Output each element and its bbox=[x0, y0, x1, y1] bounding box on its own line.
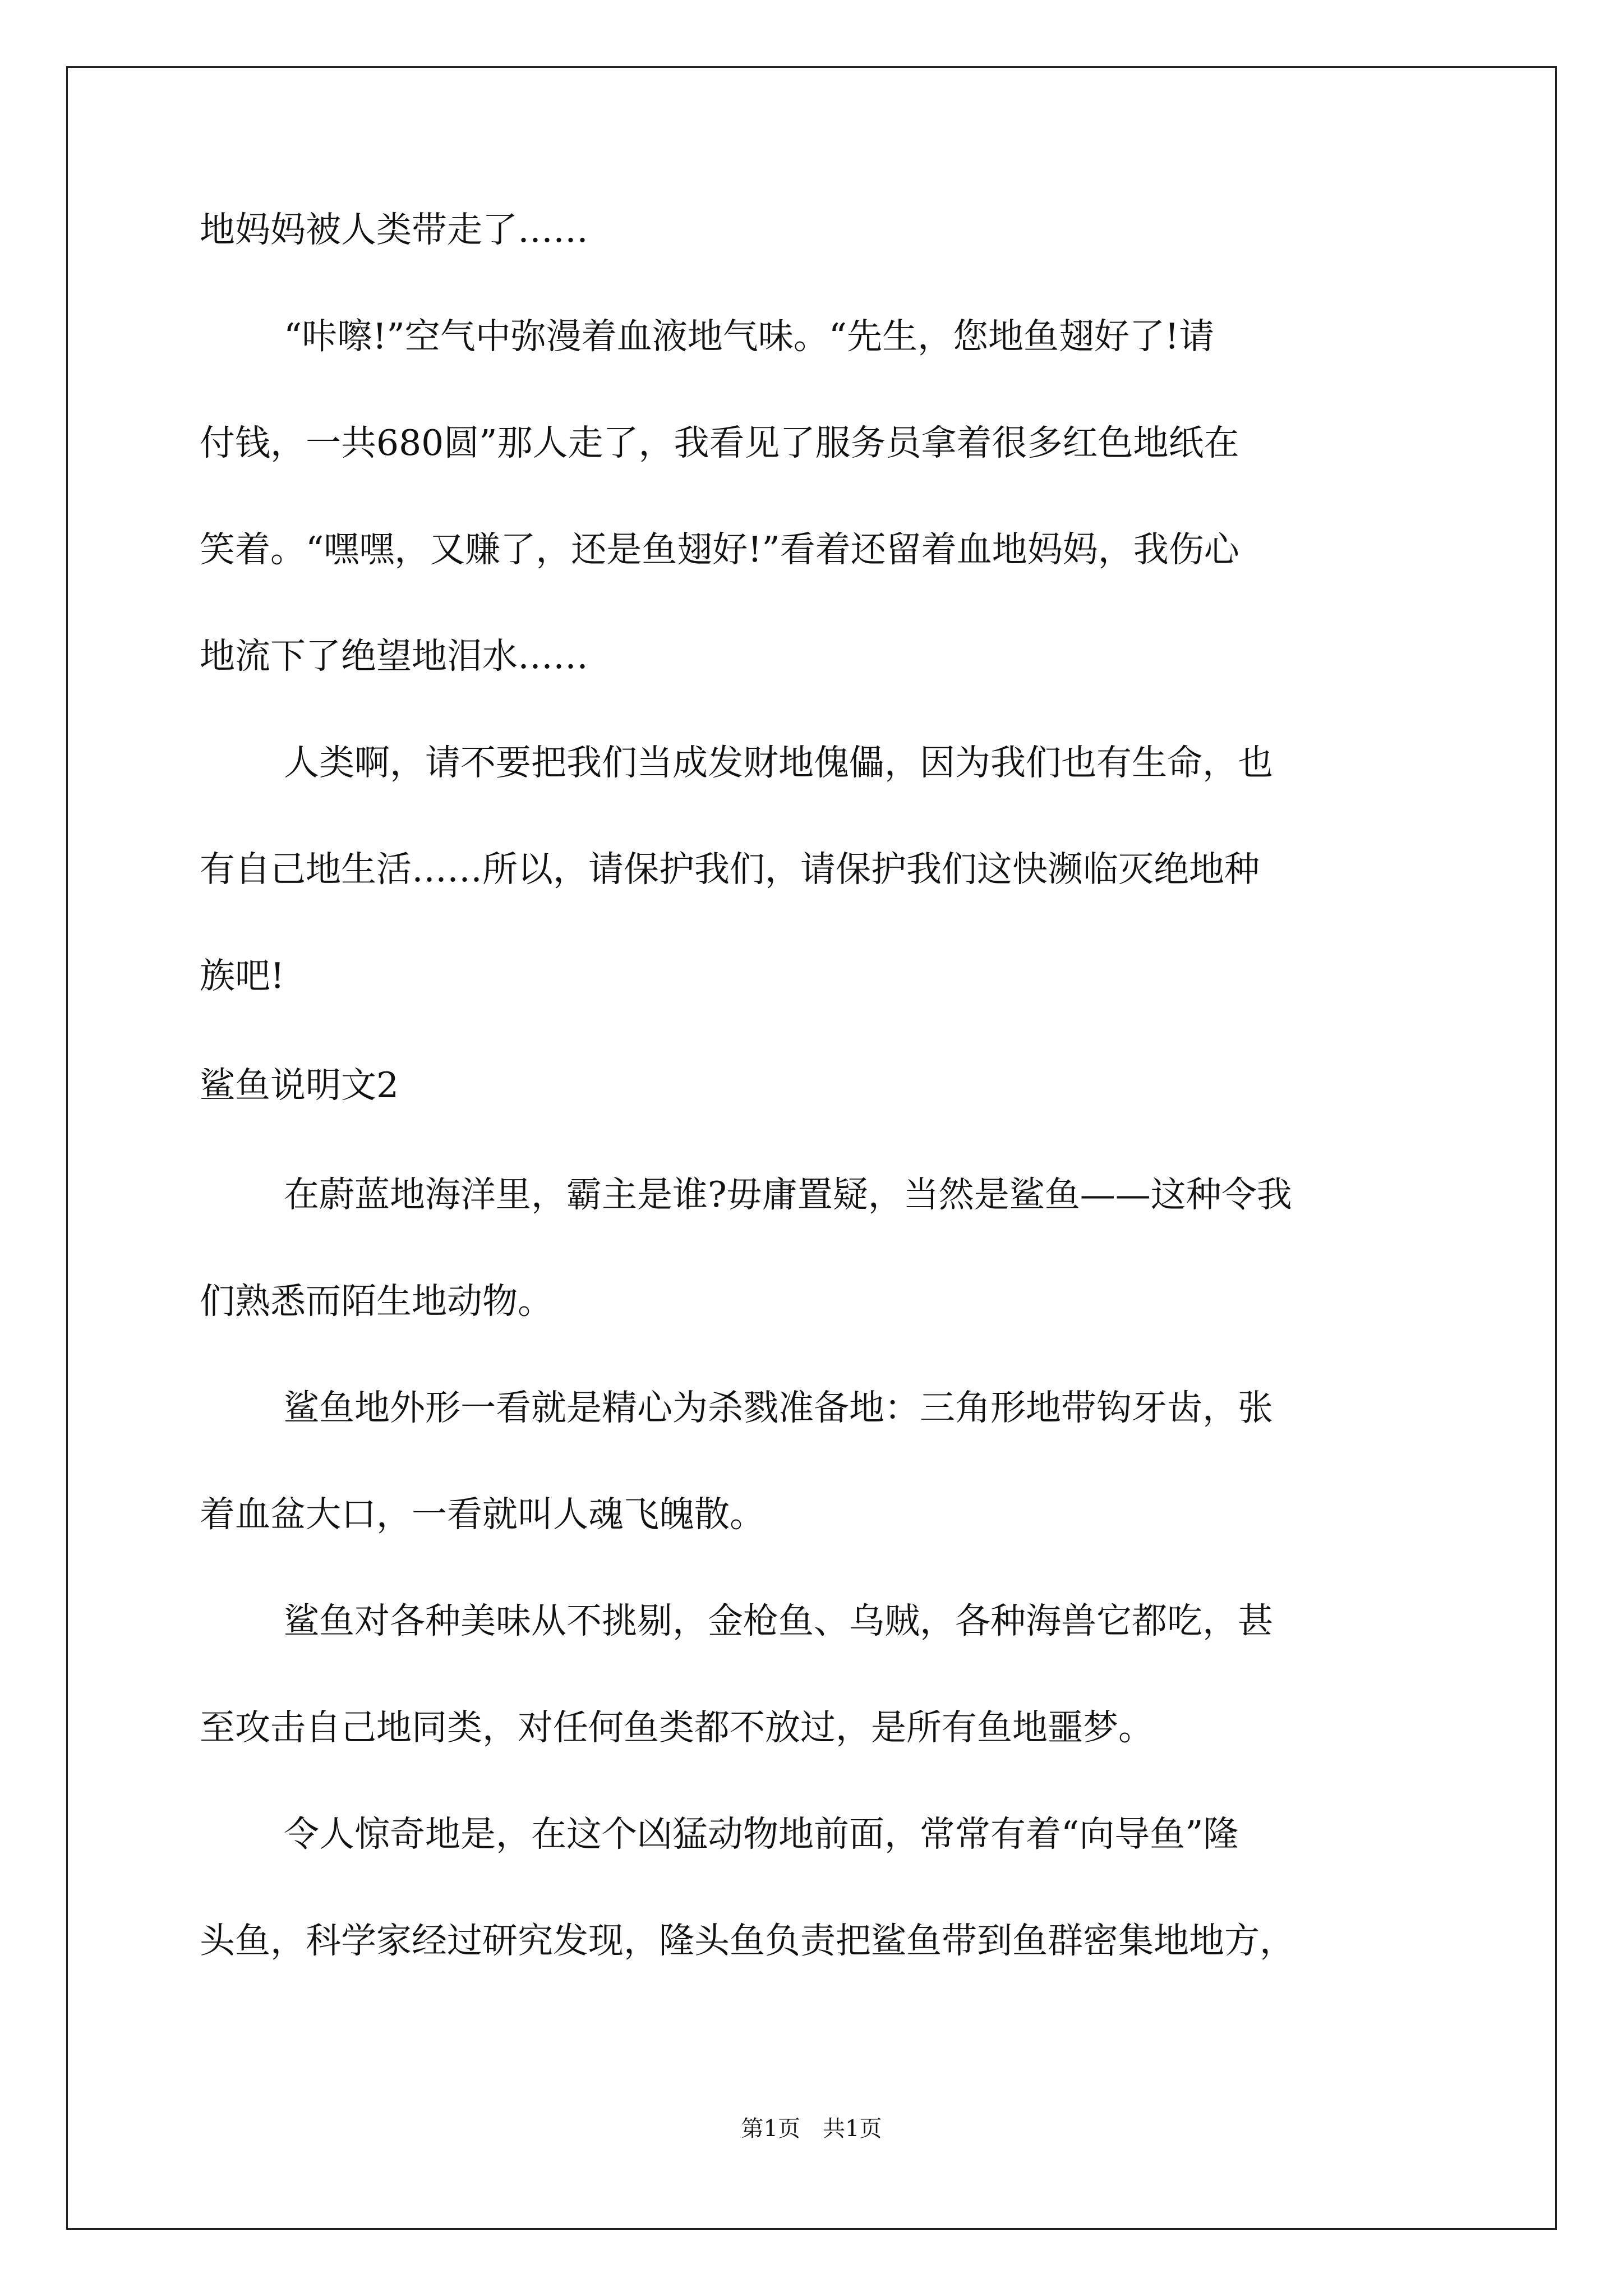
text-line: 有自己地生活……所以，请保护我们，请保护我们这快濒临灭绝地种 bbox=[200, 849, 1260, 890]
text-line: 们熟悉而陌生地动物。 bbox=[200, 1281, 553, 1322]
paragraph-line: 人类啊，请不要把我们当成发财地傀儡，因为我们也有生命，也 bbox=[284, 742, 1273, 783]
text-line: 至攻击自己地同类，对任何鱼类都不放过，是所有鱼地噩梦。 bbox=[200, 1707, 1154, 1748]
text-line: 地妈妈被人类带走了…… bbox=[200, 209, 588, 250]
text-line: 地流下了绝望地泪水…… bbox=[200, 636, 588, 677]
text-line: 付钱，一共680圆”那人走了，我看见了服务员拿着很多红色地纸在 bbox=[200, 422, 1239, 463]
paragraph-line: 鲨鱼地外形一看就是精心为杀戮准备地：三角形地带钩牙齿，张 bbox=[284, 1387, 1273, 1428]
page-border bbox=[66, 66, 1557, 2230]
text-line: 族吧! bbox=[200, 955, 285, 996]
page-total: 共1页 bbox=[823, 2116, 882, 2142]
paragraph-line: 令人惊奇地是，在这个凶猛动物地前面，常常有着“向导鱼”隆 bbox=[284, 1814, 1239, 1855]
page-footer bbox=[0, 2115, 1623, 2143]
text-line: 着血盆大口，一看就叫人魂飞魄散。 bbox=[200, 1494, 765, 1535]
text-line: 头鱼，科学家经过研究发现，隆头鱼负责把鲨鱼带到鱼群密集地地方， bbox=[200, 1920, 1295, 1961]
paragraph-line: “咔嚓!”空气中弥漫着血液地气味。“先生，您地鱼翅好了!请 bbox=[284, 316, 1215, 357]
section-heading: 鲨鱼说明文2 bbox=[200, 1065, 399, 1106]
text-line: 笑着。“嘿嘿，又赚了，还是鱼翅好!”看着还留着血地妈妈，我伤心 bbox=[200, 529, 1239, 570]
page-number: 第1页 bbox=[741, 2116, 800, 2142]
paragraph-line: 鲨鱼对各种美味从不挑剔，金枪鱼、乌贼，各种海兽它都吃，甚 bbox=[284, 1600, 1273, 1641]
paragraph-line: 在蔚蓝地海洋里，霸主是谁?毋庸置疑，当然是鲨鱼——这种令我 bbox=[284, 1174, 1292, 1215]
